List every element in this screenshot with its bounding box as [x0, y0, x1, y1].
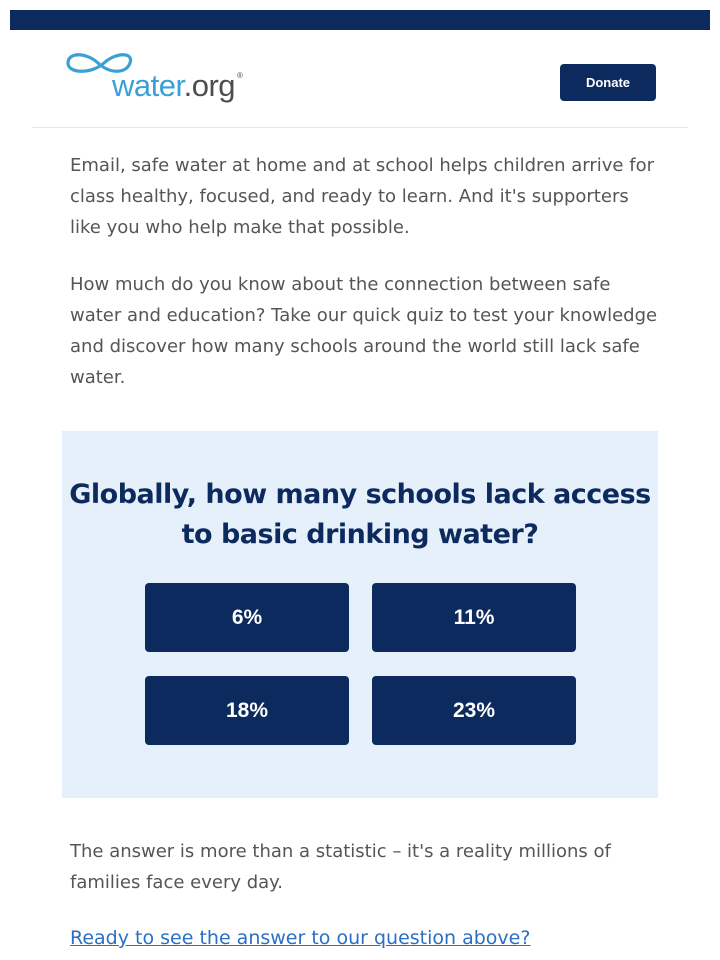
quiz-option-11-percent[interactable]: 11%	[372, 583, 576, 652]
quiz-block	[62, 431, 658, 798]
quiz-option-18-percent[interactable]: 18%	[145, 676, 349, 745]
see-answer-link[interactable]: Ready to see the answer to our question above?	[70, 927, 531, 949]
donate-button[interactable]: Donate	[560, 64, 656, 101]
quiz-intro-paragraph: How much do you know about the connection between safe water and education? Take our quick quiz to test your knowledge and discover how many schools around the world still lack safe water.	[70, 274, 658, 388]
logo-text-water: water	[112, 68, 184, 103]
intro-paragraph: Email, safe water at home and at school helps children arrive for class healthy, focused, and ready to learn. And it's supporters like you who help make that possible.	[70, 155, 654, 238]
logo-text-org: .org	[183, 68, 236, 103]
registered-mark: ®	[237, 71, 243, 80]
email-header	[32, 30, 688, 128]
quiz-question: Globally, how many schools lack access to basic drinking water?	[69, 479, 651, 550]
answer-teaser-paragraph: The answer is more than a statistic – it's a reality millions of families face every day.	[70, 841, 611, 893]
top-banner-bar	[10, 10, 710, 30]
quiz-option-23-percent[interactable]: 23%	[372, 676, 576, 745]
water-org-logo[interactable]	[64, 48, 264, 104]
quiz-option-6-percent[interactable]: 6%	[145, 583, 349, 652]
logo-wordmark	[112, 68, 243, 104]
